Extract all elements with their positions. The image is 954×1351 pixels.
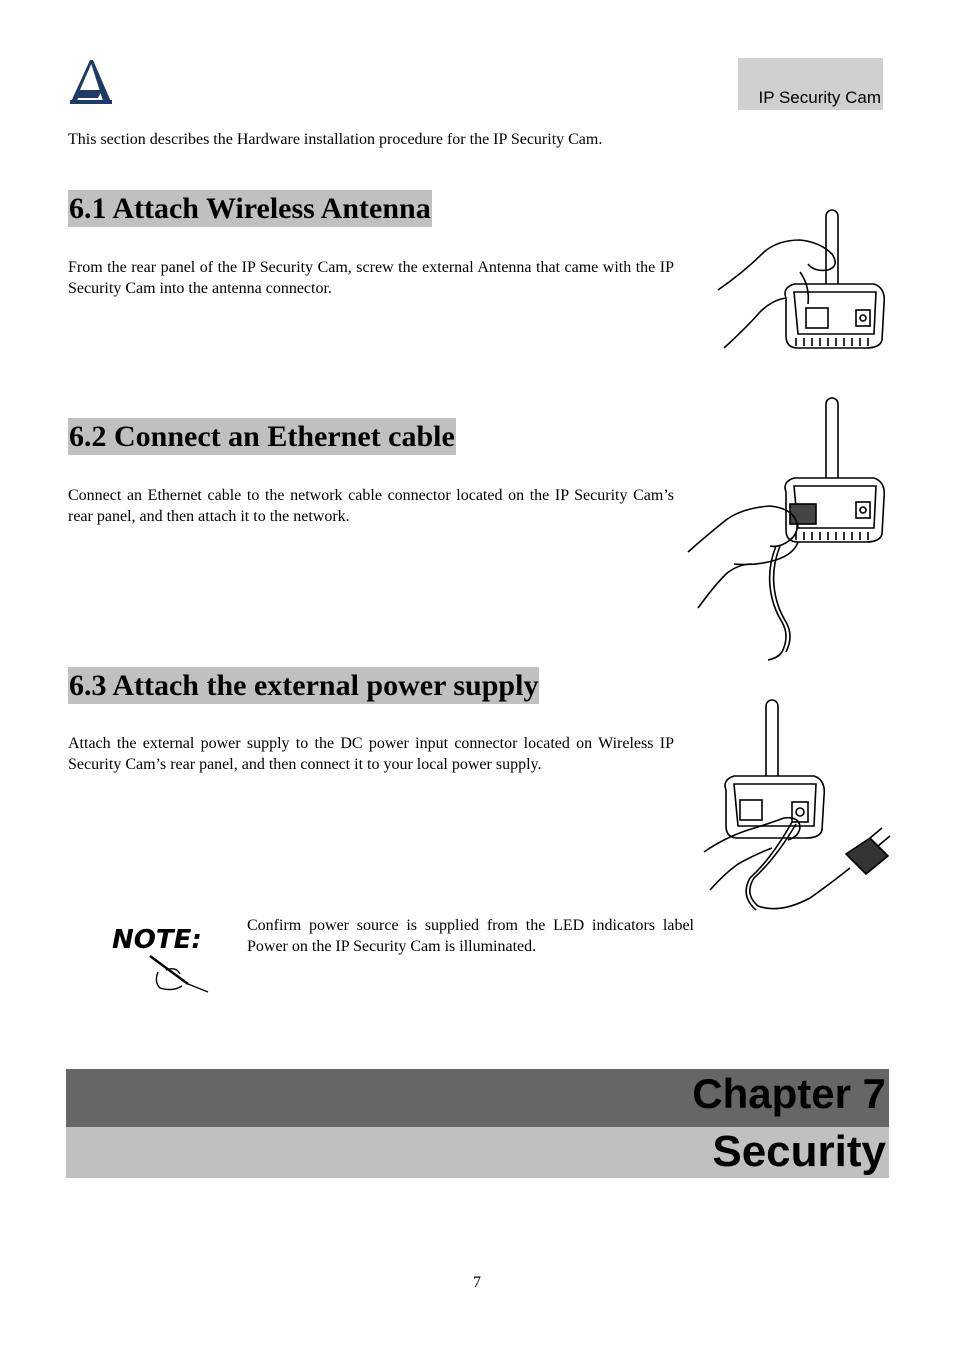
chapter-title: Security [712,1127,886,1176]
note-text: Confirm power source is supplied from the LED indicators label Power on the IP Security Cam is illuminated. [247,917,694,955]
header-tag [738,58,883,110]
section-heading-6-3: 6.3 Attach the external power supply [69,669,539,702]
intro-paragraph: This section describes the Hardware installation procedure for the IP Security Cam. [68,131,603,148]
ethernet-cable-illustration-icon [686,396,888,662]
note-pencil-icon [110,914,214,994]
antenna-attach-illustration-icon [716,208,888,350]
section-body-6-2: Connect an Ethernet cable to the network cable connector located on the IP Security Cam’s rear panel, and then attach it to the network. [68,487,674,525]
section-heading-6-2: 6.2 Connect an Ethernet cable [69,420,455,453]
atlantis-logo-icon [68,58,114,106]
section-body-6-3: Attach the external power supply to the DC power input connector located on Wireless IP Security Cam’s rear panel, and then connect it to your local power supply. [68,735,674,773]
note-label: NOTE: [112,925,202,955]
power-supply-illustration-icon [700,698,892,916]
page-number: 7 [473,1274,481,1291]
header-tag-text: IP Security Cam [758,88,881,107]
chapter-title-band [66,1127,889,1178]
section-body-6-1: From the rear panel of the IP Security Cam, screw the external Antenna that came with the IP Security Cam into the antenna connector. [68,259,674,297]
chapter-number: Chapter 7 [692,1070,886,1117]
chapter-band [66,1069,889,1127]
section-heading-6-1: 6.1 Attach Wireless Antenna [69,192,431,225]
